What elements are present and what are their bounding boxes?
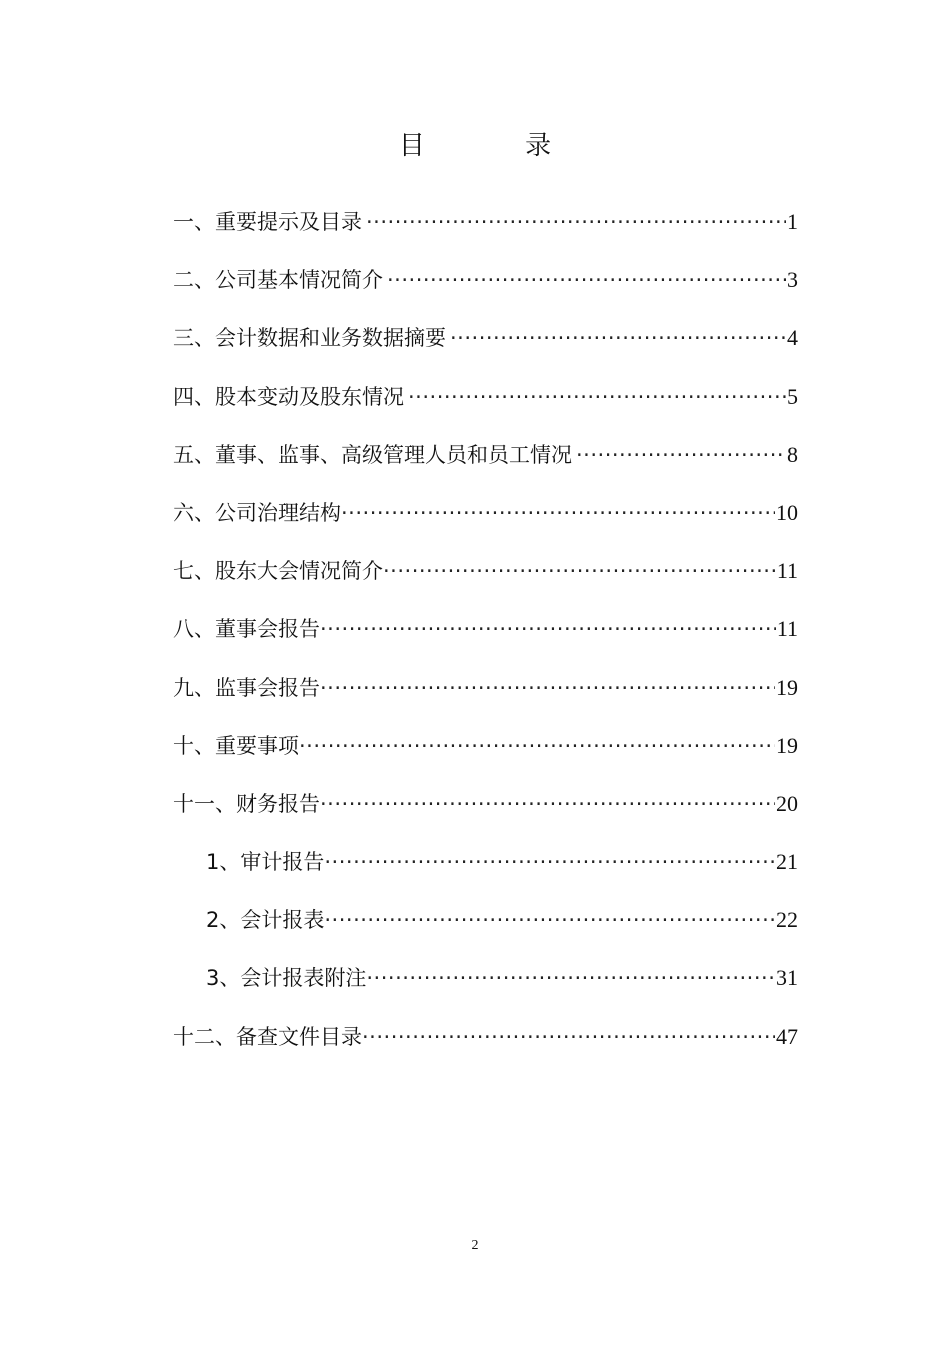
toc-entry-page: 19 [776,732,798,758]
toc-entry-11 [173,784,798,842]
dot-leader [576,435,786,475]
toc-entry-label: 十二、备查文件目录 [173,1024,362,1049]
toc-entry-7 [173,551,798,609]
dot-leader [366,202,786,242]
dot-leader [324,900,775,940]
dot-leader [408,377,786,417]
toc-entry-page: 5 [787,383,798,409]
toc-entry-9 [173,668,798,726]
toc-entry-12 [173,1017,798,1075]
table-of-contents [173,202,798,1075]
toc-entry-label: 十一、财务报告 [173,791,320,816]
toc-entry-3 [173,318,798,376]
dot-leader [366,958,775,998]
toc-entry-page: 8 [787,441,798,467]
dot-leader [299,726,775,766]
toc-entry-6 [173,493,798,551]
toc-entry-label: 四、股本变动及股东情况 [173,384,404,409]
toc-entry-page: 4 [787,325,798,351]
page-number: 2 [471,1238,479,1253]
toc-entry-label: 二、公司基本情况简介 [173,268,383,293]
toc-entry-label: 三、会计数据和业务数据摘要 [173,326,446,351]
toc-entry-10 [173,726,798,784]
toc-entry-page: 10 [776,499,798,525]
toc-entry-page: 47 [776,1023,798,1049]
toc-entry-label: 七、股东大会情况简介 [173,559,383,584]
toc-entry-5 [173,435,798,493]
dot-leader [450,318,786,358]
toc-entry-page: 3 [787,267,798,293]
page-title: 目 录 [398,131,598,161]
toc-entry-page: 22 [776,907,798,933]
toc-entry-label: 3、会计报表附注 [206,966,367,991]
dot-leader [387,260,786,300]
dot-leader [324,842,775,882]
dot-leader [341,493,775,533]
toc-entry-label: 八、董事会报告 [173,617,320,642]
dot-leader [383,551,776,591]
dot-leader [320,609,776,649]
toc-entry-11-3 [173,958,798,1016]
toc-entry-label: 十、重要事项 [173,733,299,758]
toc-entry-1 [173,202,798,260]
toc-entry-page: 1 [787,209,798,234]
toc-entry-page: 31 [776,965,798,991]
dot-leader [320,784,775,824]
toc-entry-label: 五、董事、监事、高级管理人员和员工情况 [173,442,572,467]
dot-leader [362,1017,775,1057]
toc-entry-page: 11 [776,558,798,584]
toc-entry-page: 19 [776,674,798,700]
toc-entry-2 [173,260,798,318]
toc-entry-11-1 [173,842,798,900]
toc-entry-page: 21 [776,849,798,875]
toc-entry-label: 一、重要提示及目录 [173,210,362,234]
toc-entry-label: 1、审计报告 [206,850,325,875]
toc-entry-label: 六、公司治理结构 [173,500,341,525]
toc-entry-11-2 [173,900,798,958]
toc-entry-label: 九、监事会报告 [173,675,320,700]
toc-entry-8 [173,609,798,667]
toc-entry-page: 11 [776,616,798,642]
toc-entry-page: 20 [776,790,798,816]
dot-leader [320,668,775,708]
toc-entry-label: 2、会计报表 [206,908,325,933]
toc-entry-4 [173,377,798,435]
